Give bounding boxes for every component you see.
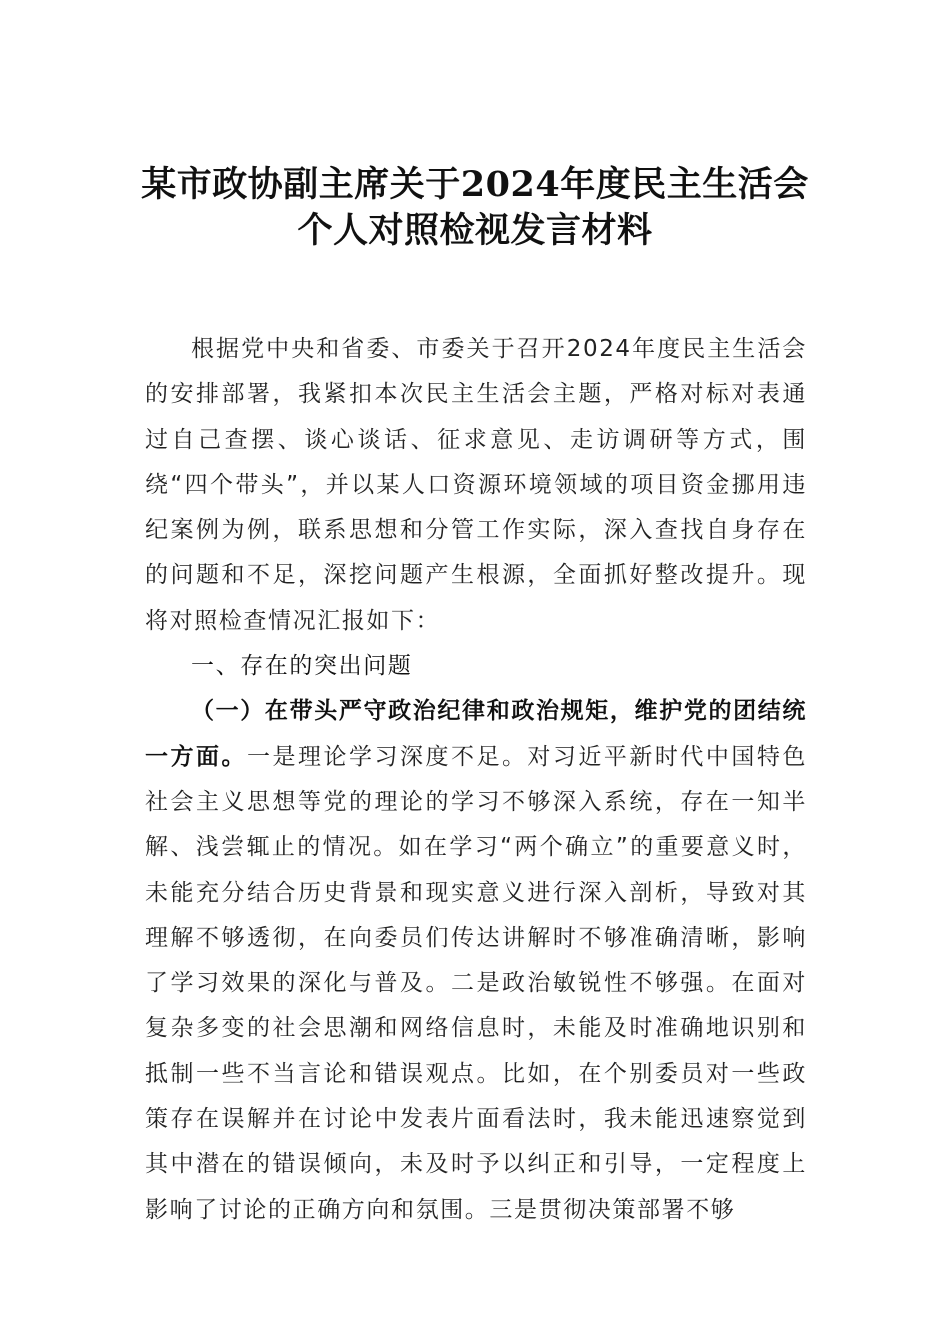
document-body — [145, 327, 807, 1233]
section-heading: 一、存在的突出问题 — [191, 653, 413, 680]
intro-paragraph: 根据党中央和省委、市委关于召开2024年度民主生活会的安排部署，我紧扣本次民主生活会主题，严格对标对表通过自己查摆、谈心谈话、征求意见、走访调研等方式，围绕“四个带头”，并以某人口资源环境领域的项目资金挪用违纪案例为例，联系思想和分管工作实际，深入查找自身存在的问题和不足，深挖问题产生根源，全面抓好整改提升。现将对照检查情况汇报如下： — [145, 336, 807, 634]
subsection-lead: （一）在带头严守政治纪律和政治规矩，维护党的团结统一方面。 — [145, 698, 807, 770]
document-title-line-1: 某市政协副主席关于2024年度民主生活会 — [141, 164, 809, 205]
document-title-line-2: 个人对照检视发言材料 — [297, 210, 653, 251]
subsection-paragraph — [145, 689, 807, 1233]
subsection-body: 一是理论学习深度不足。对习近平新时代中国特色社会主义思想等党的理论的学习不够深入系统，存在一知半解、浅尝辄止的情况。如在学习“两个确立”的重要意义时，未能充分结合历史背景和现实意义进行深入剖析，导致对其理解不够透彻，在向委员们传达讲解时不够准确清晰，影响了学习效果的深化与普及。二是政治敏锐性不够强。在面对复杂多变的社会思潮和网络信息时，未能及时准确地识别和抵制一些不当言论和错误观点。比如，在个别委员对一些政策存在误解并在讨论中发表片面看法时，我未能迅速察觉到其中潜在的错误倾向，未及时予以纠正和引导，一定程度上影响了讨论的正确方向和氛围。三是贯彻决策部署不够 — [145, 743, 807, 1223]
